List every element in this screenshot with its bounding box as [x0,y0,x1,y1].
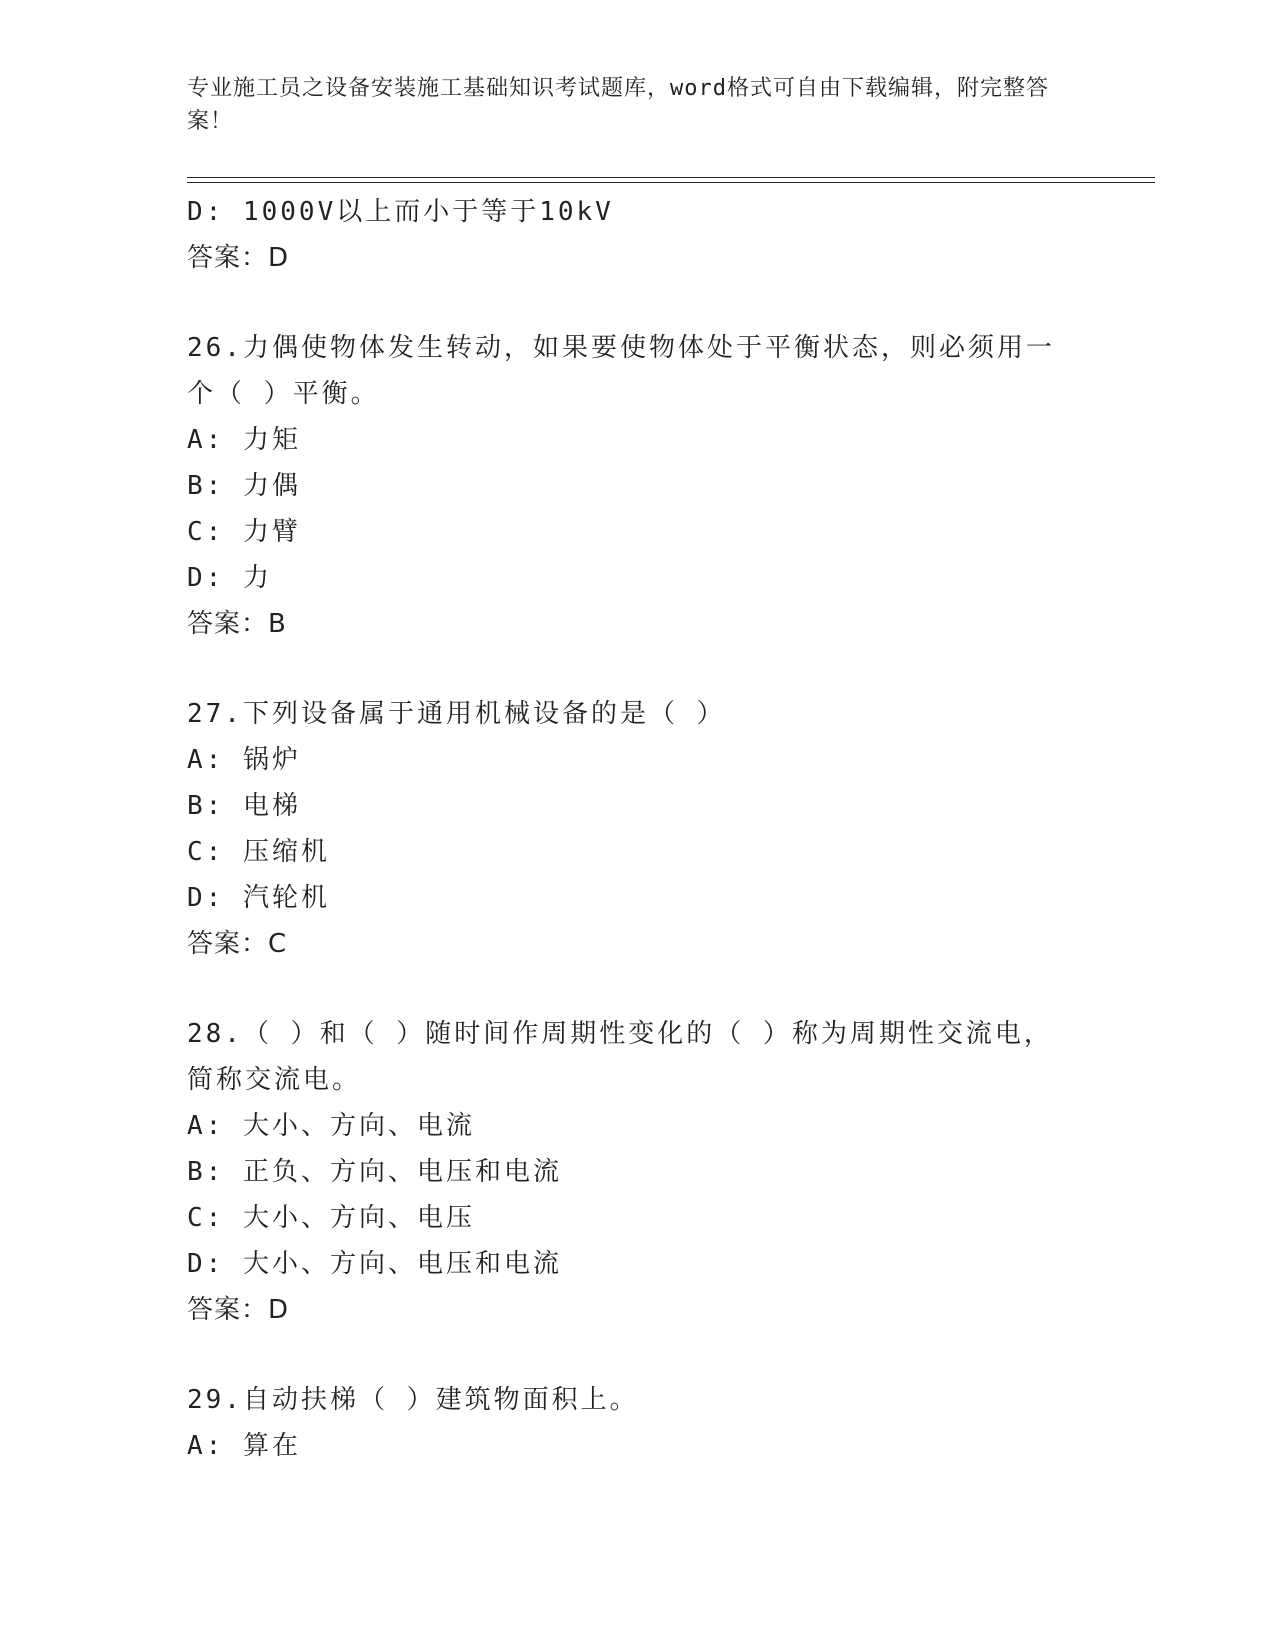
question-option: D: 汽轮机 [187,883,330,913]
question-option: B: 电梯 [187,791,301,821]
question-answer: 答案：C [187,929,288,959]
header-rule-top [187,177,1155,178]
spacer [187,281,1087,325]
question-option: C: 压缩机 [187,837,330,867]
question-option: A: 算在 [187,1431,301,1461]
question-option: A: 锅炉 [187,745,301,775]
question-answer: 答案：D [187,1295,290,1325]
document-header: 专业施工员之设备安装施工基础知识考试题库，word格式可自由下载编辑，附完整答案！ [187,76,1049,134]
question-option: A: 力矩 [187,425,301,455]
question-answer: 答案：D [187,243,290,273]
question-option: B: 力偶 [187,471,301,501]
question-option: A: 大小、方向、电流 [187,1111,475,1141]
question-answer: 答案：B [187,609,287,639]
header-rule-bottom [187,182,1155,183]
question-stem: 28.（ ）和（ ）随时间作周期性变化的（ ）称为周期性交流电，简称交流电。 [187,1019,1053,1095]
question-stem: 26.力偶使物体发生转动，如果要使物体处于平衡状态，则必须用一个（ ）平衡。 [187,333,1055,409]
question-option: C: 大小、方向、电压 [187,1203,475,1233]
question-option: D: 大小、方向、电压和电流 [187,1249,562,1279]
question-list [187,189,1087,1469]
question-option: D: 1000V以上而小于等于10kV [187,197,614,227]
spacer [187,967,1087,1011]
spacer [187,1333,1087,1377]
question-option: B: 正负、方向、电压和电流 [187,1157,562,1187]
question-stem: 27.下列设备属于通用机械设备的是（ ） [187,699,726,729]
question-option: C: 力臂 [187,517,301,547]
spacer [187,647,1087,691]
question-option: D: 力 [187,563,272,593]
question-stem: 29.自动扶梯（ ）建筑物面积上。 [187,1385,639,1415]
